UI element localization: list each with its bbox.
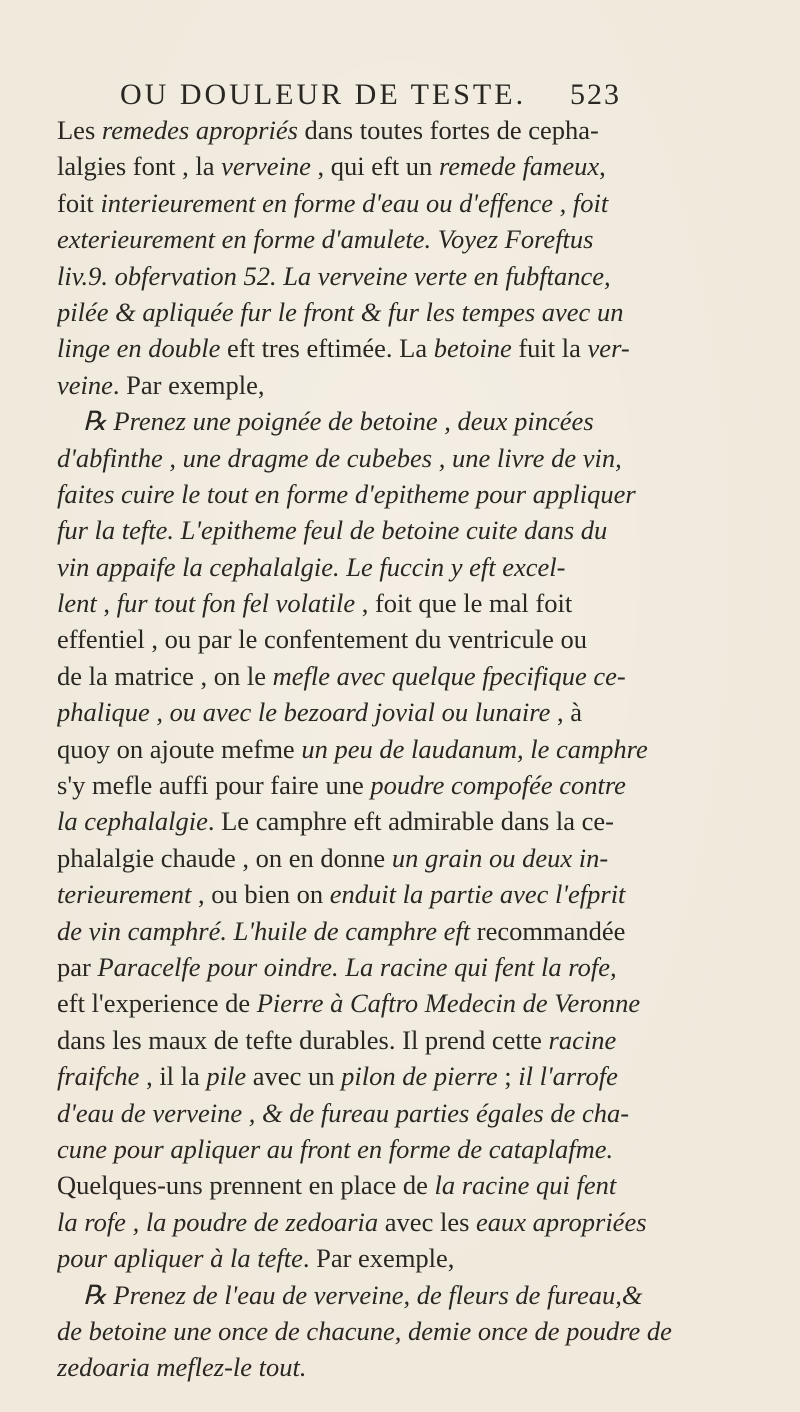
text-segment: ; xyxy=(497,1061,519,1092)
text-segment: de la matrice , on le xyxy=(57,660,273,691)
text-segment: . Par exemple, xyxy=(302,1243,455,1274)
italic-text-segment: exterieurement en forme d'amulete. Voyez Foreftus xyxy=(57,224,594,255)
italic-text-segment: fraifche xyxy=(57,1061,140,1092)
italic-text-segment: ver- xyxy=(587,333,630,364)
italic-text-segment: fur la tefte. L'epitheme feul de betoine cuite dans du xyxy=(57,515,608,546)
text-line xyxy=(57,512,767,548)
text-line xyxy=(57,1240,767,1276)
text-line xyxy=(57,949,767,985)
italic-text-segment: de betoine une once de chacune, demie once de poudre de xyxy=(57,1315,672,1346)
text-line xyxy=(57,112,767,148)
text-line xyxy=(57,403,767,439)
text-segment: effentiel , ou par le confentement du ventricule ou xyxy=(57,624,588,655)
text-line xyxy=(57,221,767,257)
text-segment: dans les maux de tefte durables. Il prend cette xyxy=(57,1024,549,1055)
text-segment: . Par exemple, xyxy=(112,369,265,400)
text-line xyxy=(57,294,767,330)
text-segment: recommandée xyxy=(470,915,626,946)
italic-text-segment: lent xyxy=(57,588,97,619)
text-line xyxy=(57,258,767,294)
italic-text-segment: pour apliquer à la tefte xyxy=(57,1243,303,1274)
text-line xyxy=(57,148,767,184)
italic-text-segment: betoine xyxy=(433,333,512,364)
italic-text-segment: la cephalalgie xyxy=(57,806,208,837)
text-line xyxy=(57,585,767,621)
italic-text-segment: d'abfinthe , une dragme de cubebes , une livre de vin, xyxy=(57,442,622,473)
text-line xyxy=(57,913,767,949)
text-line xyxy=(57,440,767,476)
italic-text-segment: d'eau de verveine , & de fureau parties égales de cha- xyxy=(57,1097,630,1128)
text-segment: , xyxy=(599,151,606,182)
text-segment: dans toutes fortes de cepha- xyxy=(297,115,599,145)
italic-text-segment: zedoaria meflez-le tout. xyxy=(57,1352,307,1383)
italic-text-segment: la racine qui fent xyxy=(434,1170,617,1201)
text-line xyxy=(57,876,767,912)
text-line xyxy=(57,694,767,730)
text-line xyxy=(57,330,767,366)
text-segment: s'y mefle auffi pour faire une xyxy=(57,770,371,801)
text-segment: . Le camphre eft admirable dans la ce- xyxy=(207,806,614,837)
text-line xyxy=(57,1277,767,1313)
text-segment: , il la xyxy=(139,1061,207,1092)
text-line xyxy=(57,1204,767,1240)
text-line xyxy=(57,767,767,803)
italic-text-segment: un grain ou deux in- xyxy=(391,842,609,873)
italic-text-segment: poudre compofée contre xyxy=(370,770,626,801)
text-line xyxy=(57,658,767,694)
page-number: 523 xyxy=(570,78,621,111)
text-segment: , qui eft un xyxy=(310,151,439,182)
italic-text-segment: linge en double xyxy=(57,333,221,364)
italic-text-segment: mefle avec quelque fpecifique ce- xyxy=(272,660,626,691)
text-segment: avec les xyxy=(378,1206,477,1237)
text-line xyxy=(57,1022,767,1058)
italic-text-segment: remedes apropriés xyxy=(101,115,298,145)
italic-text-segment: Pierre à Caftro Medecin de Veronne xyxy=(256,988,641,1019)
italic-text-segment: fur tout fon fel volatile xyxy=(116,588,356,619)
text-segment: eft l'experience de xyxy=(57,988,257,1019)
italic-text-segment: pilée & apliquée fur le front & fur les tempes avec un xyxy=(57,296,624,327)
italic-text-segment: verveine xyxy=(221,151,311,182)
italic-text-segment: phalique , ou avec le bezoard jovial ou lunaire xyxy=(57,697,551,728)
text-segment: lalgies font , la xyxy=(57,151,222,182)
italic-text-segment: vin appaife la cephalalgie. Le fuccin y eft excel- xyxy=(57,551,566,582)
running-title: OU DOULEUR DE TESTE. xyxy=(120,78,527,111)
text-line xyxy=(57,1131,767,1167)
italic-text-segment: veine xyxy=(57,369,113,400)
text-line xyxy=(57,1313,767,1349)
italic-text-segment: un peu de laudanum, le camphre xyxy=(301,733,648,764)
text-segment: Quelques-uns prennent en place de xyxy=(57,1170,435,1201)
text-line xyxy=(57,1167,767,1203)
text-segment: phalalgie chaude , on en donne xyxy=(57,842,392,873)
text-line xyxy=(57,476,767,512)
text-line xyxy=(57,621,767,657)
text-segment: foit xyxy=(57,187,101,218)
italic-text-segment: racine xyxy=(548,1024,617,1055)
text-segment: , à xyxy=(550,697,582,728)
text-line xyxy=(57,803,767,839)
italic-text-segment: de vin camphré. L'huile de camphre eft xyxy=(57,915,471,946)
italic-text-segment: pilon de pierre xyxy=(341,1061,498,1092)
text-line xyxy=(57,367,767,403)
text-segment: eft tres eftimée. La xyxy=(220,333,434,364)
italic-text-segment: ℞ Prenez de l'eau de verveine, de fleurs de fureau,& xyxy=(83,1279,643,1310)
text-line xyxy=(57,1349,767,1385)
italic-text-segment: enduit la partie avec l'efprit xyxy=(329,879,626,910)
italic-text-segment: Paracelfe pour oindre. La racine qui fent la rofe, xyxy=(97,951,617,982)
italic-text-segment: eaux apropriées xyxy=(476,1206,647,1237)
text-line xyxy=(57,985,767,1021)
italic-text-segment: pile xyxy=(206,1061,247,1092)
text-segment: avec un xyxy=(246,1061,342,1092)
italic-text-segment: cune pour apliquer au front en forme de cataplafme. xyxy=(57,1133,614,1164)
text-segment: quoy on ajoute mefme xyxy=(57,733,302,764)
text-line xyxy=(57,731,767,767)
italic-text-segment: terieurement xyxy=(57,879,192,910)
italic-text-segment: ℞ Prenez une poignée de betoine , deux pincées xyxy=(83,406,594,437)
text-segment: fuit la xyxy=(511,333,588,364)
text-line xyxy=(57,1058,767,1094)
body-text xyxy=(57,112,767,1386)
text-line xyxy=(57,549,767,585)
italic-text-segment: il l'arrofe xyxy=(518,1061,618,1092)
italic-text-segment: faites cuire le tout en forme d'epitheme pour appliquer xyxy=(57,478,636,509)
text-segment: Les xyxy=(57,115,102,145)
text-line xyxy=(57,185,767,221)
text-segment: , xyxy=(96,588,117,619)
italic-text-segment: interieurement en forme d'eau ou d'effence , foit xyxy=(100,187,609,218)
text-line xyxy=(57,840,767,876)
italic-text-segment: la rofe , la poudre de zedoaria xyxy=(57,1206,379,1237)
text-line xyxy=(57,1095,767,1131)
text-segment: par xyxy=(57,951,98,982)
italic-text-segment: remede fameux xyxy=(438,151,600,182)
text-segment: , foit que le mal foit xyxy=(355,588,573,619)
text-segment: , ou bien on xyxy=(191,879,330,910)
italic-text-segment: liv.9. obfervation 52. La verveine verte en fubftance, xyxy=(57,260,611,291)
